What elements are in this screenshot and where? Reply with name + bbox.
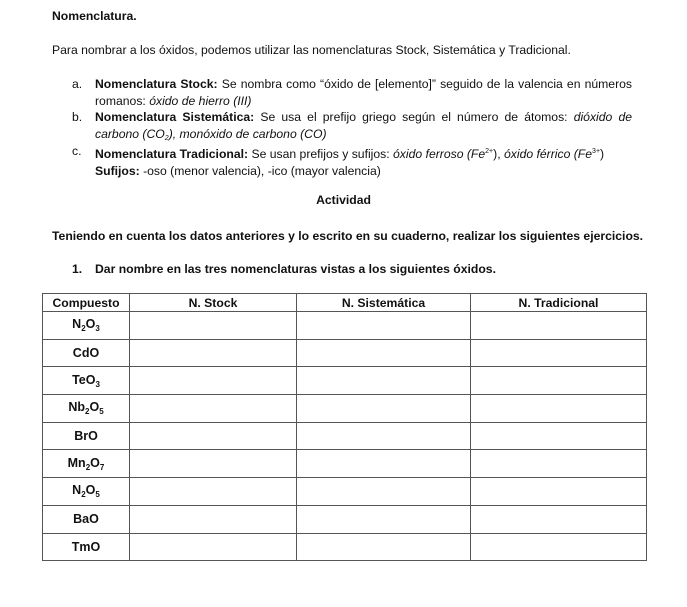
answer-cell-sistematica[interactable] — [297, 450, 471, 478]
table-row — [43, 422, 647, 450]
answer-cell-sistematica[interactable] — [297, 533, 471, 561]
item-example: dióxido de carbono (CO — [95, 110, 632, 141]
item-example: ) — [493, 147, 498, 161]
item-example: óxido de hierro (III) — [149, 94, 252, 108]
table-row — [43, 450, 647, 478]
header-tradicional: N. Tradicional — [471, 294, 647, 312]
table-row — [43, 367, 647, 395]
item-example: óxido ferroso (Fe — [393, 147, 486, 161]
header-sistematica: N. Sistemática — [297, 294, 471, 312]
compound-cell: BrO — [43, 422, 130, 450]
answer-cell-sistematica[interactable] — [297, 367, 471, 395]
list-marker: b. — [72, 110, 83, 124]
answer-cell-tradicional[interactable] — [471, 395, 647, 423]
item-example: ) — [600, 147, 605, 161]
list-marker: a. — [72, 77, 83, 91]
intro-paragraph: Para nombrar a los óxidos, podemos utilizar las nomenclaturas Stock, Sistemática y Tradicional. — [52, 43, 571, 57]
answer-cell-stock[interactable] — [130, 367, 297, 395]
answer-cell-tradicional[interactable] — [471, 505, 647, 533]
answer-cell-tradicional[interactable] — [471, 367, 647, 395]
compound-cell: $Mn_2O_7$ — [43, 450, 130, 478]
item-example-subscript: 2 — [164, 135, 169, 142]
item-separator: , — [497, 147, 504, 161]
item-label: Nomenclatura Sistemática: — [95, 110, 255, 124]
exercise-number: 1. — [72, 262, 83, 276]
answer-cell-sistematica[interactable] — [297, 478, 471, 506]
item-text: Se usa el prefijo griego según el número de átomos: — [254, 110, 574, 124]
compound-cell: BaO — [43, 505, 130, 533]
activity-title: Actividad — [316, 193, 371, 207]
charge-superscript: 3+ — [592, 148, 601, 155]
answer-cell-sistematica[interactable] — [297, 312, 471, 340]
answer-cell-tradicional[interactable] — [471, 478, 647, 506]
item-text: Se nombra como “óxido de [elemento]” seguido de la valencia en números romanos: — [95, 77, 632, 108]
item-text: Se usan prefijos y sufijos: — [248, 147, 394, 161]
answer-cell-stock[interactable] — [130, 533, 297, 561]
exercise-text: Dar nombre en las tres nomenclaturas vistas a los siguientes óxidos. — [95, 262, 496, 276]
answer-cell-tradicional[interactable] — [471, 422, 647, 450]
answer-cell-tradicional[interactable] — [471, 533, 647, 561]
table-row — [43, 478, 647, 506]
answer-cell-stock[interactable] — [130, 422, 297, 450]
table-row — [43, 395, 647, 423]
header-stock: N. Stock — [130, 294, 297, 312]
exercise-line — [72, 262, 496, 276]
answer-cell-sistematica[interactable] — [297, 422, 471, 450]
compound-cell: $N_2O_5$ — [43, 478, 130, 506]
table-row — [43, 533, 647, 561]
instruction-text: Teniendo en cuenta los datos anteriores y lo escrito en su cuaderno, realizar los siguientes ejercicios. — [52, 229, 644, 243]
answer-cell-stock[interactable] — [130, 339, 297, 367]
oxides-table — [42, 293, 647, 561]
answer-cell-stock[interactable] — [130, 450, 297, 478]
table-row — [43, 505, 647, 533]
list-item-stock — [72, 76, 632, 110]
table-row — [43, 312, 647, 340]
compound-cell: $Nb_2O_5$ — [43, 395, 130, 423]
list-item-sistematica — [72, 109, 632, 147]
answer-cell-tradicional[interactable] — [471, 312, 647, 340]
suffix-text: -oso (menor valencia), -ico (mayor valencia) — [139, 164, 381, 178]
list-item-tradicional — [72, 143, 632, 180]
item-label: Nomenclatura Tradicional: — [95, 147, 249, 161]
answer-cell-tradicional[interactable] — [471, 339, 647, 367]
compound-cell: TmO — [43, 533, 130, 561]
answer-cell-stock[interactable] — [130, 395, 297, 423]
compound-cell: $N_2O_3$ — [43, 312, 130, 340]
answer-cell-sistematica[interactable] — [297, 505, 471, 533]
answer-cell-stock[interactable] — [130, 478, 297, 506]
header-compuesto: Compuesto — [43, 294, 130, 312]
item-example: óxido férrico (Fe — [503, 147, 593, 161]
section-title: Nomenclatura. — [52, 9, 137, 23]
answer-cell-stock[interactable] — [130, 312, 297, 340]
suffix-label: Sufijos: — [95, 164, 140, 178]
answer-cell-tradicional[interactable] — [471, 450, 647, 478]
item-example: ), monóxido de carbono (CO) — [168, 127, 327, 141]
answer-cell-sistematica[interactable] — [297, 339, 471, 367]
table-header-row — [43, 294, 647, 312]
charge-superscript: 2+ — [485, 148, 494, 155]
compound-cell: TeO$_3$ — [43, 367, 130, 395]
list-marker: c. — [72, 144, 82, 158]
answer-cell-stock[interactable] — [130, 505, 297, 533]
table-row — [43, 339, 647, 367]
item-label: Nomenclatura Stock: — [95, 77, 218, 91]
answer-cell-sistematica[interactable] — [297, 395, 471, 423]
compound-cell: CdO — [43, 339, 130, 367]
